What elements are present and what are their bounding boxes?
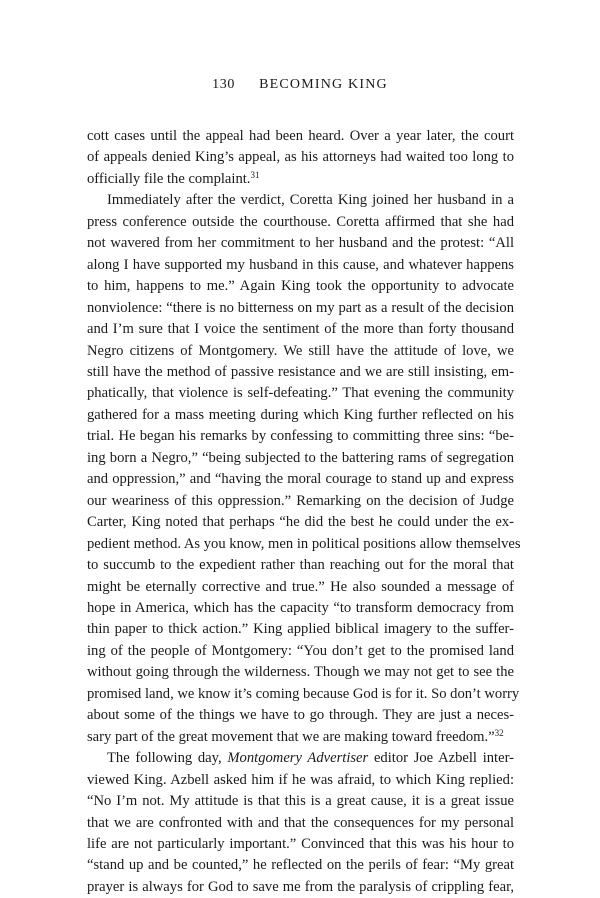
line-text: sary part of the great movement that we are making toward freedom.” bbox=[87, 728, 495, 745]
text-line: Carter, King noted that perhaps “he did the best he could under the ex- bbox=[87, 514, 514, 531]
text-line: cott cases until the appeal had been heard. Over a year later, the court bbox=[87, 128, 514, 144]
paragraph-1 bbox=[87, 126, 514, 190]
text-line bbox=[87, 727, 514, 748]
text-line: might be eternally corrective and true.” He also sounded a message of bbox=[87, 578, 514, 595]
body-text bbox=[87, 126, 521, 898]
footnote-ref-31: 31 bbox=[250, 169, 260, 180]
text-line: still have the method of passive resistance and we are still insisting, em- bbox=[87, 363, 514, 380]
text-line: and oppression,” and “having the moral courage to stand up and express bbox=[87, 471, 514, 488]
text-line: life are not particularly important.” Convinced that this was his hour to bbox=[87, 835, 514, 852]
text-line: promised land, we know it’s coming because God is for it. So don’t worry bbox=[87, 685, 520, 702]
line-text: officially file the complaint. bbox=[87, 170, 251, 187]
text-line: about some of the things we have to go through. They are just a neces- bbox=[87, 707, 514, 724]
text-line: nonviolence: “there is no bitterness on my part as a result of the decision bbox=[87, 299, 514, 316]
text-line: our weariness of this oppression.” Remarking on the decision of Judge bbox=[87, 492, 514, 509]
text-line: Negro citizens of Montgomery. We still have the attitude of love, we bbox=[87, 342, 514, 359]
line-text: The following day, bbox=[107, 750, 228, 767]
text-line: not wavered from her commitment to her husband and the protest: “All bbox=[87, 235, 514, 252]
text-line: press conference outside the courthouse. Coretta affirmed that she had bbox=[87, 213, 514, 230]
text-line bbox=[87, 748, 514, 769]
running-head bbox=[0, 76, 600, 94]
text-line: without going through the wilderness. Though we may not get to see the bbox=[87, 664, 514, 681]
text-line: that we are confronted with and that the consequences for my personal bbox=[87, 814, 514, 831]
line-text: editor Joe Azbell inter- bbox=[368, 750, 515, 767]
text-line: viewed King. Azbell asked him if he was afraid, to which King replied: bbox=[87, 771, 514, 788]
text-line: prayer is always for God to save me from the paralysis of crippling fear, bbox=[87, 878, 514, 895]
text-line: along I have supported my husband in this cause, and whatever happens bbox=[87, 256, 514, 273]
text-line: phatically, that violence is self-defeating.” That evening the community bbox=[87, 385, 514, 402]
footnote-ref-32: 32 bbox=[494, 727, 504, 738]
text-line: “stand up and be counted,” he reflected on the perils of fear: “My great bbox=[87, 857, 514, 874]
text-line: and I’m sure that I voice the sentiment of the more than forty thousand bbox=[87, 321, 514, 338]
text-line: to him, happens to me.” Again King took the opportunity to advocate bbox=[87, 278, 514, 295]
text-line: trial. He began his remarks by confessing to committing three sins: “be- bbox=[87, 428, 514, 445]
text-line: ing born a Negro,” “being subjected to the battering rams of segregation bbox=[87, 449, 514, 466]
text-line: hope in America, which has the capacity “to transform democracy from bbox=[87, 599, 514, 616]
text-line bbox=[87, 169, 514, 190]
text-line: gathered for a mass meeting during which King further reflected on his bbox=[87, 406, 514, 423]
paragraph-3 bbox=[87, 748, 514, 898]
text-line: to succumb to the expedient rather than reaching out for the moral that bbox=[87, 557, 514, 574]
text-line: Immediately after the verdict, Coretta King joined her husband in a bbox=[107, 192, 514, 209]
newspaper-title: Montgomery Advertiser bbox=[227, 750, 369, 767]
book-title: BECOMING KING bbox=[259, 77, 388, 92]
text-line: pedient method. As you know, men in political positions allow themselves bbox=[87, 535, 521, 552]
paragraph-2 bbox=[87, 190, 521, 748]
text-line: of appeals denied King’s appeal, as his attorneys had waited too long to bbox=[87, 149, 514, 166]
text-line: ing of the people of Montgomery: “You don’t get to the promised land bbox=[87, 642, 514, 659]
text-line: “No I’m not. My attitude is that this is a great cause, it is a great issue bbox=[87, 793, 514, 810]
text-line: thin paper to thick action.” King applied biblical imagery to the suffer- bbox=[87, 621, 514, 638]
page-number: 130 bbox=[212, 77, 235, 92]
